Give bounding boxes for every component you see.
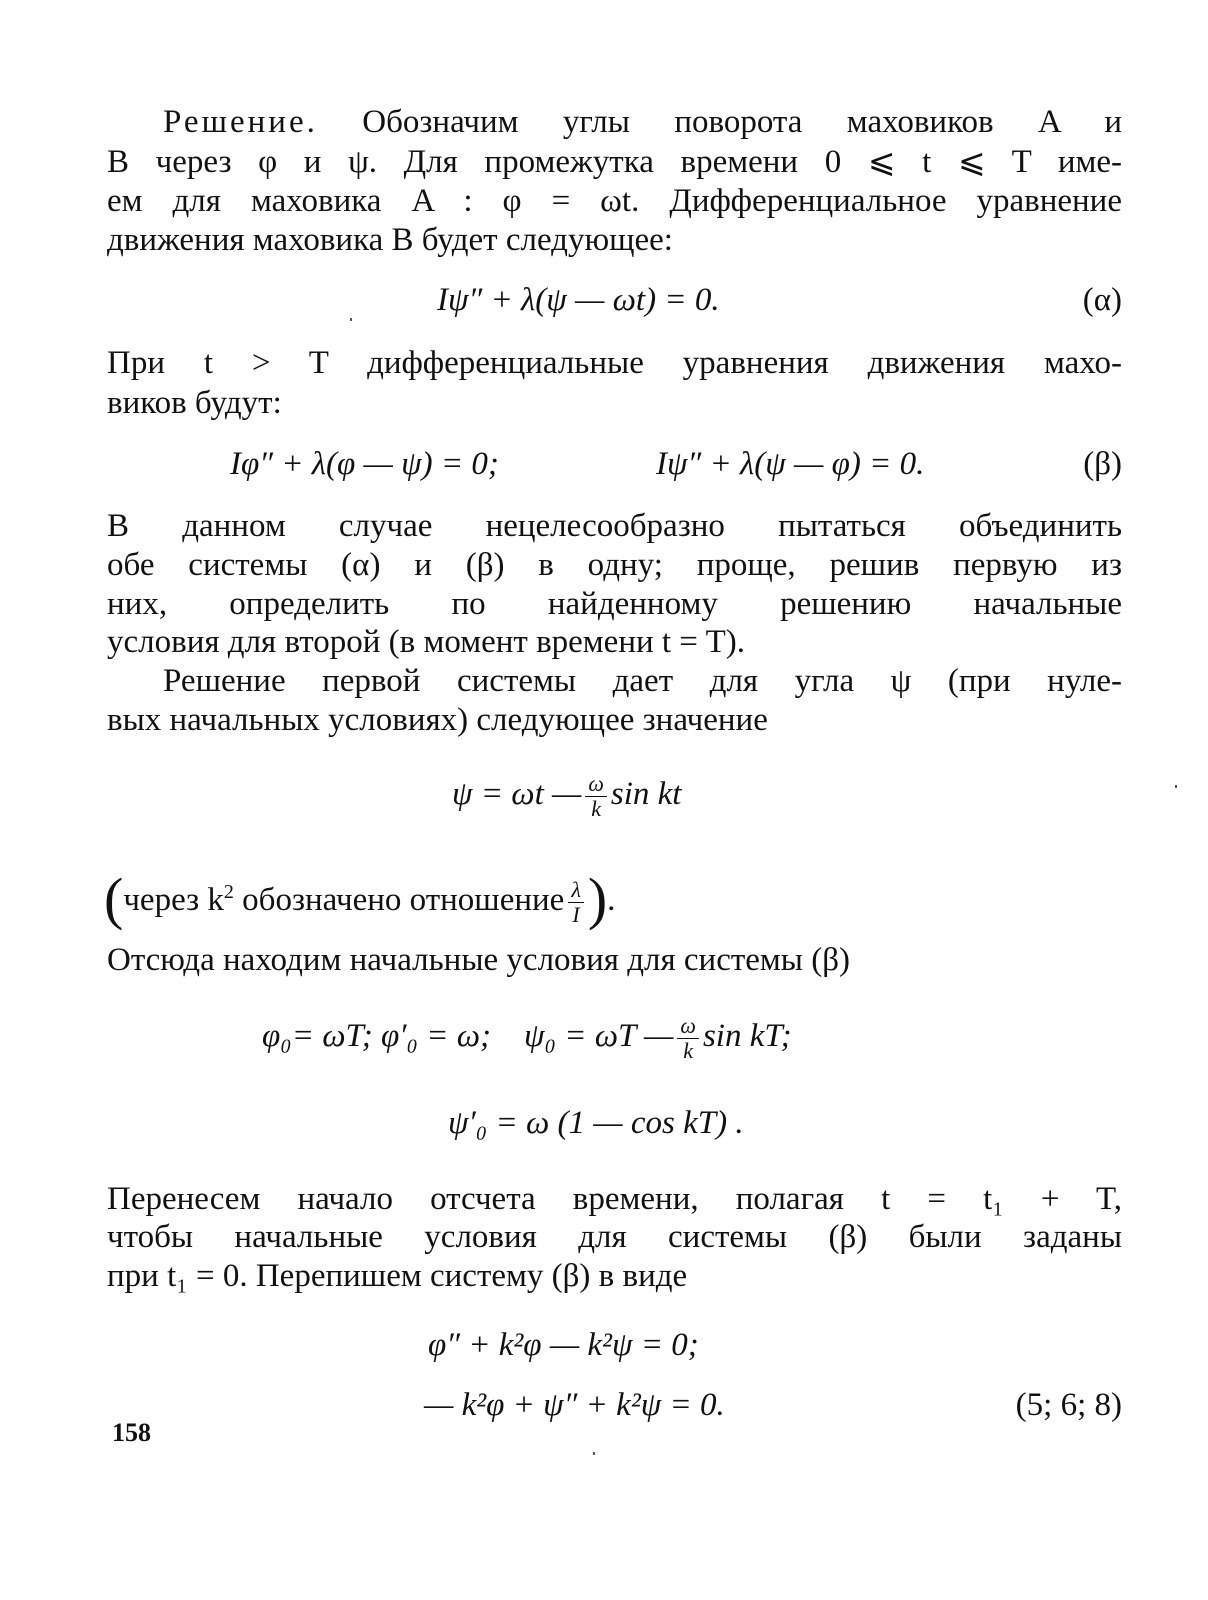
- equation-beta-left: Iφ″ + λ(φ — ψ) = 0;: [230, 446, 499, 482]
- paragraph-6-line-1: Перенесем начало отсчета времени, полагая t = t₁ + T,: [107, 1181, 1122, 1217]
- scan-speck: [593, 1452, 595, 1455]
- system-label: (5; 6; 8): [1015, 1387, 1122, 1423]
- initial-conditions-line-1: φ₀= ωT; φ′₀ = ω; ψ₀ = ωT — $\frac{\omega}{k}$ sin kT;: [262, 1013, 792, 1063]
- paragraph-5-line-1: Отсюда находим начальные условия для системы (β): [107, 942, 850, 978]
- equation-beta-right: Iψ″ + λ(ψ — φ) = 0.: [656, 446, 925, 482]
- equation-alpha: Iψ″ + λ(ψ — ωt) = 0.: [437, 282, 720, 318]
- paragraph-6-line-3: при t₁ = 0. Перепишем систему (β) в виде: [107, 1258, 688, 1294]
- solution-lead-word: Решение.: [163, 104, 318, 140]
- fraction-lambda-over-i: $\frac{\lambda}{I}$: [568, 878, 584, 927]
- paragraph-1-line-1: Решение. Обозначим углы поворота маховиков A и: [163, 104, 1123, 140]
- paragraph-1-line-3: ем для маховика A : φ = ωt. Дифференциальное уравнение: [107, 183, 1122, 219]
- paragraph-3-line-3: них, определить по найденному решению начальные: [107, 586, 1122, 622]
- equation-beta-label: (β): [1083, 446, 1122, 482]
- paragraph-6-line-2: чтобы начальные условия для системы (β) были заданы: [107, 1219, 1122, 1255]
- paragraph-3-line-1: В данном случае нецелесообразно пытаться объединить: [107, 508, 1122, 544]
- paragraph-2-line-1: При t > T дифференциальные уравнения движения махо-: [107, 345, 1122, 381]
- paragraph-2-line-2: виков будут:: [107, 385, 282, 421]
- fraction-omega-over-k: $\frac{\omega}{k}$: [585, 772, 607, 821]
- initial-conditions-line-2: ψ′₀ = ω (1 — cos kT) .: [448, 1105, 744, 1141]
- equation-alpha-label: (α): [1082, 282, 1122, 318]
- scan-speck: [350, 318, 352, 321]
- paragraph-4-line-1: Решение первой системы дает для угла ψ (при нуле-: [163, 663, 1122, 699]
- note-k-squared: (через $k^2$ обозначено отношение $\frac{\lambda}{I}$ ).: [104, 866, 616, 932]
- paragraph-3-line-2: обе системы (α) и (β) в одну; проще, решив первую из: [107, 547, 1122, 583]
- paragraph-4-line-2: вых начальных условиях) следующее значение: [107, 702, 768, 738]
- paragraph-1-line-2: B через φ и ψ. Для промежутка времени 0 ⩽ t ⩽ T име-: [107, 144, 1123, 180]
- scan-speck: [1175, 785, 1177, 788]
- paragraph-1-line-4: движения маховика B будет следующее:: [107, 222, 673, 258]
- paragraph-3-line-4: условия для второй (в момент времени t = T).: [107, 624, 745, 660]
- fraction-omega-over-k-2: $\frac{\omega}{k}$: [677, 1014, 699, 1063]
- page-number: 158: [112, 1418, 151, 1447]
- system-equation-2: — k²φ + ψ″ + k²ψ = 0.: [424, 1387, 725, 1423]
- equation-psi: ψ = ωt — $\frac{\omega}{k}$ sin kt: [452, 771, 682, 821]
- system-equation-1: φ″ + k²φ — k²ψ = 0;: [428, 1327, 699, 1363]
